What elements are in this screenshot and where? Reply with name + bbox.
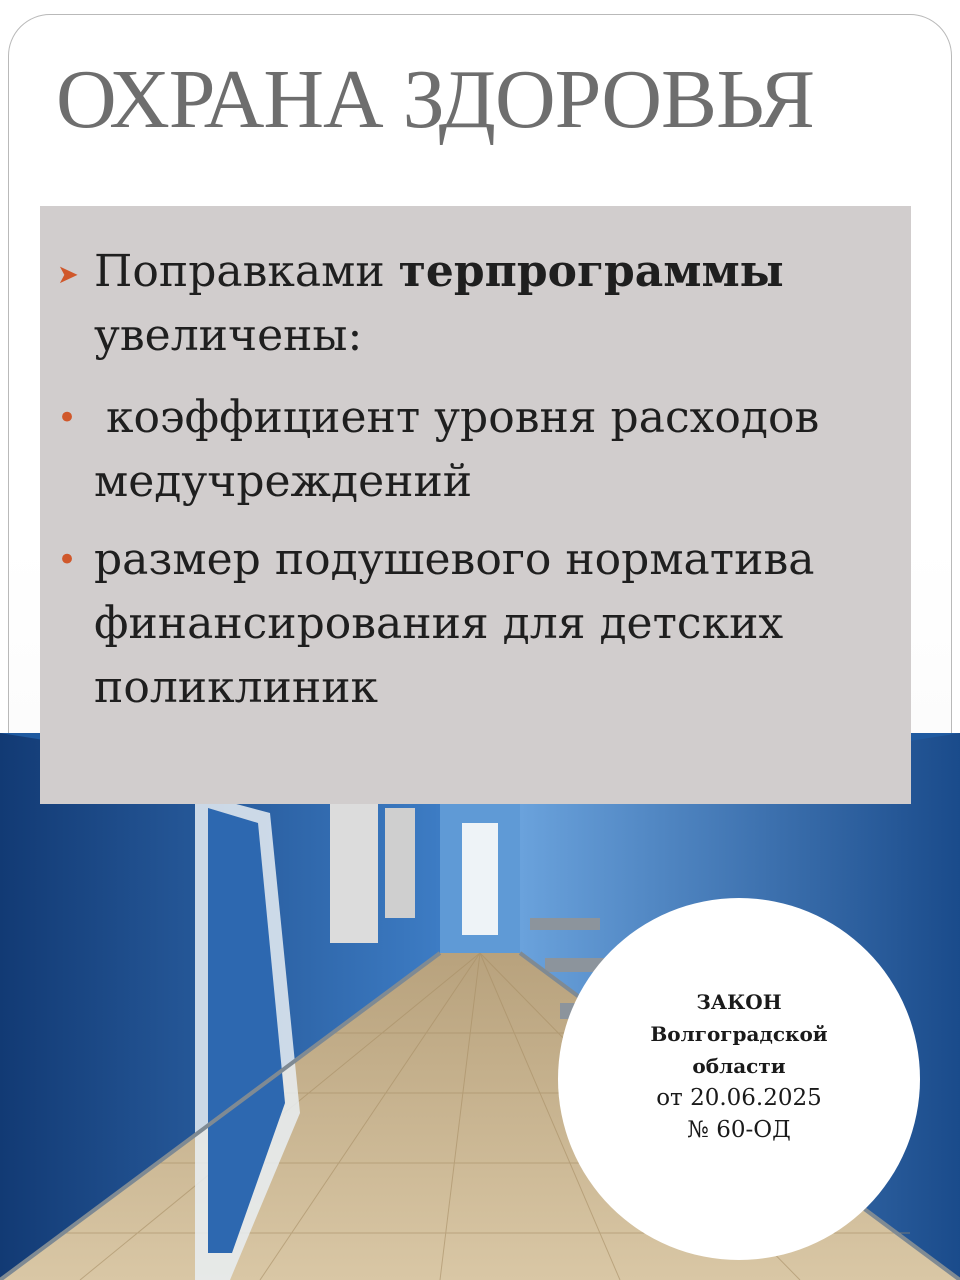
law-line: Волгоградской [650,1022,828,1046]
arrow-bullet-icon: ➤ [57,260,79,290]
bullet-line: медучреждений [94,456,473,507]
intro-line-1 [94,240,784,304]
law-reference-circle [558,898,920,1260]
intro-item [57,240,784,368]
dot-bullet-icon: • [57,540,78,580]
intro-bold: терпрограммы [398,246,784,297]
intro-line-2: увеличены: [94,310,363,361]
law-line: ЗАКОН [696,990,782,1014]
intro-prefix: Поправками [94,246,399,297]
law-number: № 60-ОД [687,1117,791,1143]
content-box [40,206,911,804]
bullet-line: размер подушевого норматива [94,534,815,585]
law-reference-text [558,986,920,1146]
bullet-line: финансирования для детских [94,598,784,649]
bullet-item [57,386,820,514]
dot-bullet-icon: • [57,398,78,438]
bullet-line: коэффициент уровня расходов [106,392,820,443]
law-date: от 20.06.2025 [656,1085,822,1111]
law-line: области [692,1054,786,1078]
bullet-line: поликлиник [94,662,379,713]
bullet-item [57,528,815,720]
slide-title: ОХРАНА ЗДОРОВЬЯ [56,53,814,146]
